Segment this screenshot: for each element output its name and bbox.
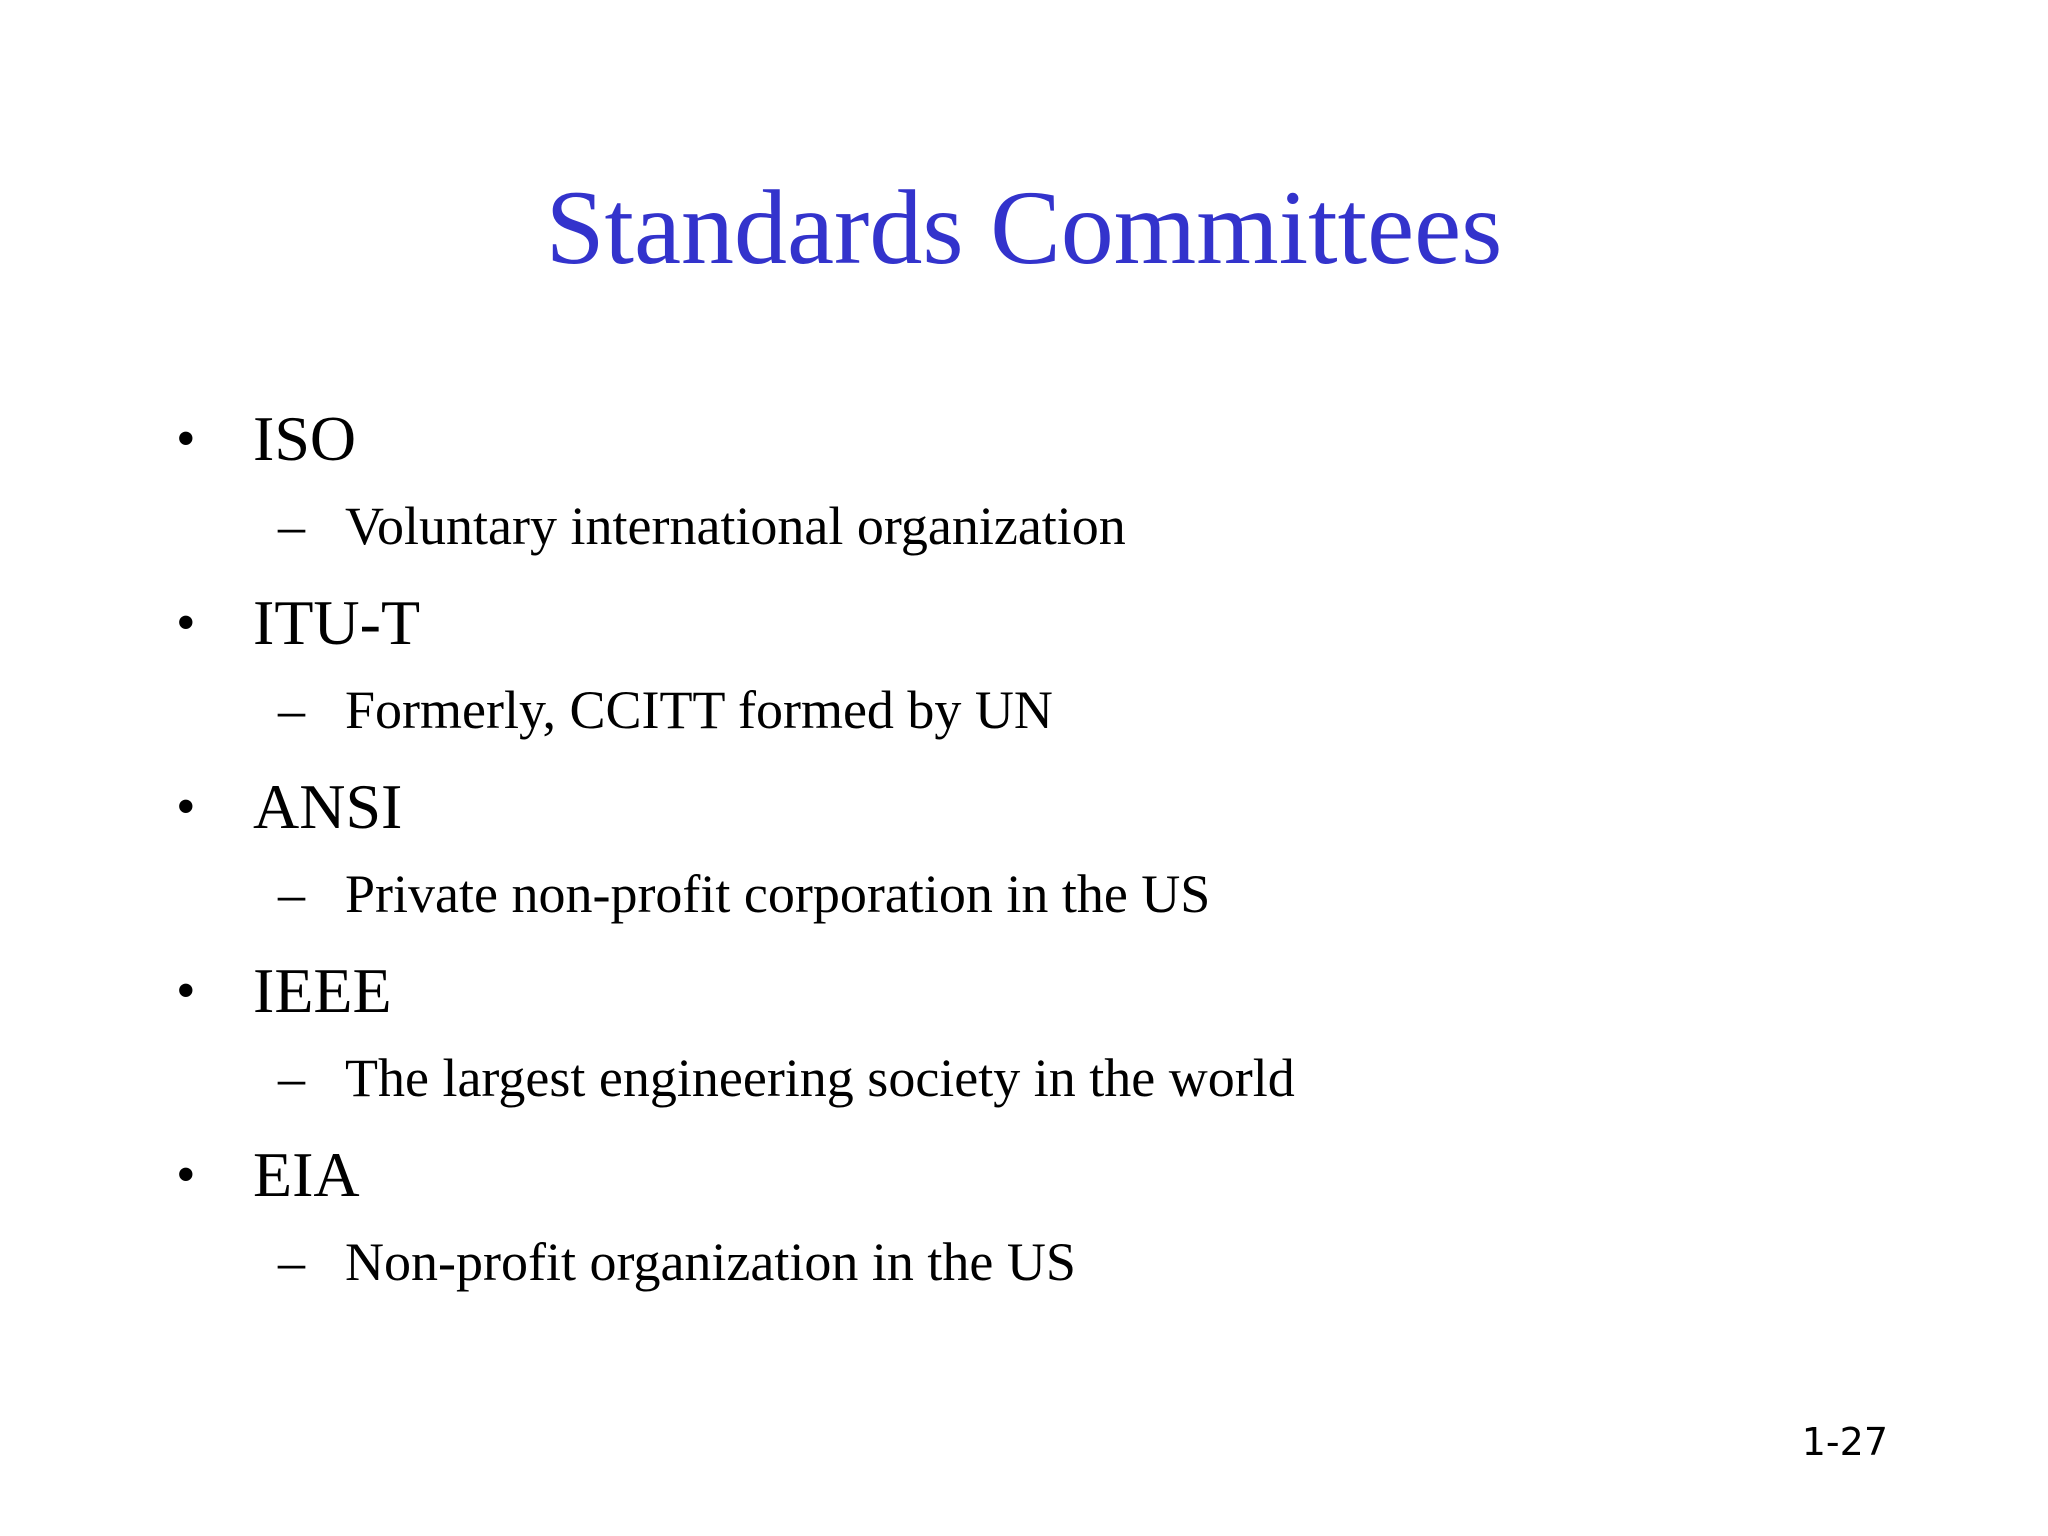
sub-marker: –	[278, 1048, 305, 1108]
sub-marker: –	[278, 864, 305, 924]
bullet-label: ISO	[253, 403, 357, 474]
bullet-marker: •	[176, 1144, 196, 1206]
sub-item-text: Non-profit organization in the US	[345, 1232, 1076, 1292]
slide-number: 1-27	[1801, 1420, 1888, 1464]
sub-marker: –	[278, 680, 305, 740]
bullet-marker: •	[176, 776, 196, 838]
sub-item-text: Formerly, CCITT formed by UN	[345, 680, 1053, 740]
bullet-label: ITU-T	[253, 587, 421, 658]
sub-marker: –	[278, 1232, 305, 1292]
bullet-label: IEEE	[253, 955, 392, 1026]
sub-item-text: Private non-profit corporation in the US	[345, 864, 1211, 924]
bullet-marker: •	[176, 960, 196, 1022]
slide-title: Standards Committees	[545, 169, 1503, 286]
sub-item-text: The largest engineering society in the world	[345, 1048, 1295, 1108]
sub-item-text: Voluntary international organization	[345, 496, 1126, 556]
bullet-label: ANSI	[253, 771, 403, 842]
bullet-marker: •	[176, 592, 196, 654]
sub-marker: –	[278, 496, 305, 556]
bullet-marker: •	[176, 408, 196, 470]
bullet-label: EIA	[253, 1139, 360, 1210]
